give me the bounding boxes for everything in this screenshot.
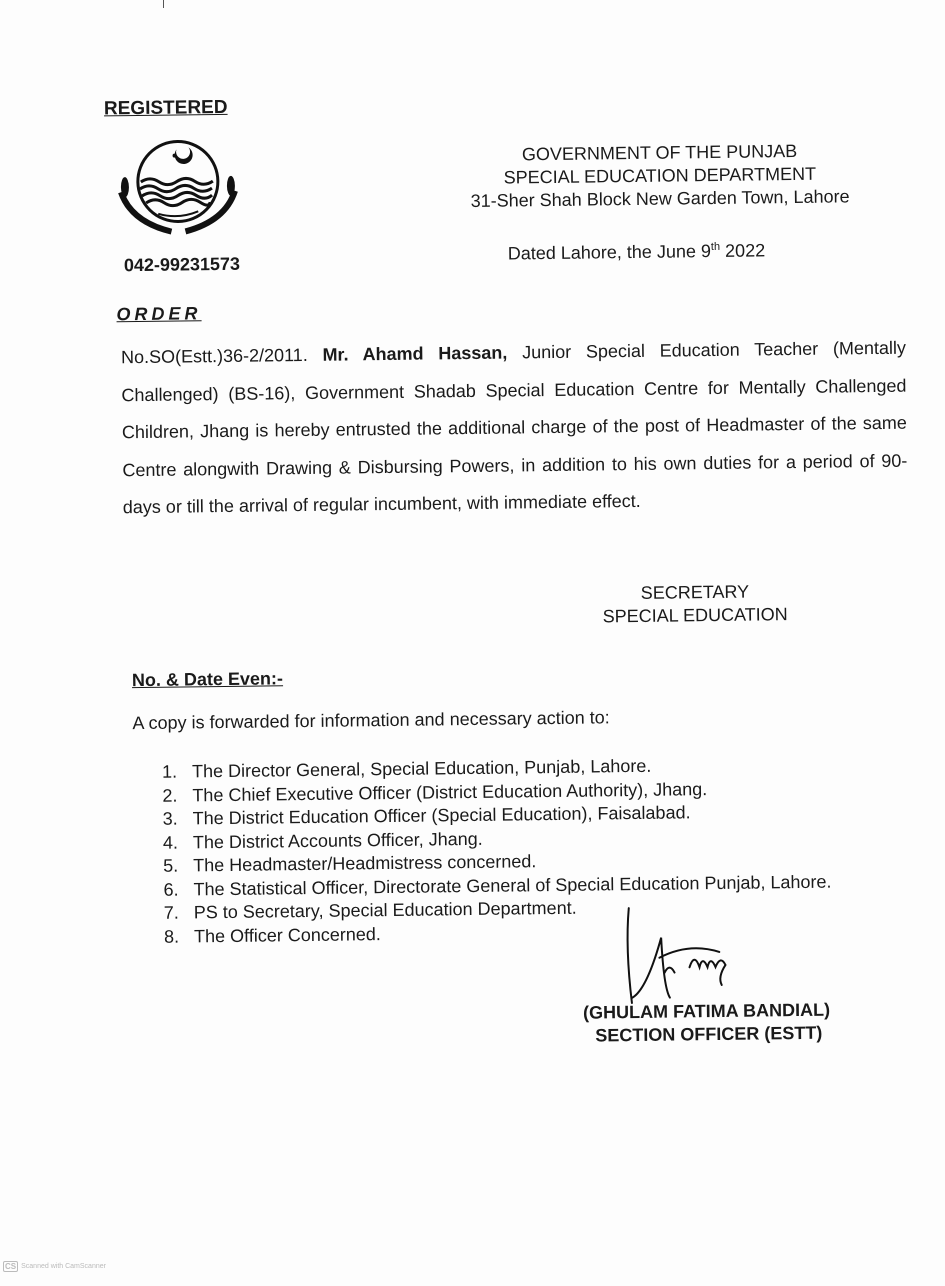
recipient: The Statistical Officer, Directorate General of Special Education Punjab, Lahore.: [193, 871, 832, 899]
header-government: GOVERNMENT OF THE PUNJAB: [521, 140, 798, 165]
camscanner-logo-icon: CS: [5, 1262, 17, 1271]
date-suffix: th: [710, 240, 721, 254]
camscanner-watermark: [3, 1261, 106, 1272]
recipient: The Headmaster/Headmistress concerned.: [193, 851, 537, 876]
order-paragraph: [121, 330, 908, 527]
order-body: Junior Special Education Teacher (Mentally Challenged) (BS-16), Government Shadab Special Education Centre for Mentally Challenged Children, Jhang is hereby entrusted the additional charge of the post of Headmaster of the same Centre alongwith Drawing & Disbursing Powers, in addition to his own duties for a period of 90-days or till the arrival of regular incumbent, with immediate effect.: [121, 337, 908, 518]
recipient: The District Accounts Officer, Jhang.: [192, 828, 483, 852]
recipient: The District Education Officer (Special Education), Faisalabad.: [192, 802, 691, 829]
recipient: PS to Secretary, Special Education Department.: [193, 897, 577, 923]
date-text: Dated Lahore, the June 9: [507, 241, 712, 264]
registered-label: REGISTERED: [103, 96, 228, 120]
signatory-designation: SECTION OFFICER (ESTT): [595, 1022, 823, 1046]
watermark-text: Scanned with CamScanner: [21, 1263, 106, 1270]
list-item: 4. The District Accounts Officer, Jhang.: [162, 828, 483, 853]
secretary-title: SECRETARY: [640, 581, 750, 603]
list-item: 7. PS to Secretary, Special Education Department.: [163, 897, 577, 923]
punjab-government-emblem-icon: [112, 131, 243, 243]
list-item: 8. The Officer Concerned.: [163, 923, 381, 947]
secretary-department: SPECIAL EDUCATION: [602, 604, 788, 627]
list-item: 1. The Director General, Special Education, Punjab, Lahore.: [161, 755, 652, 782]
no-date-even-heading: No. & Date Even:-: [131, 668, 284, 691]
copy-forwarded-text: A copy is forwarded for information and necessary action to:: [132, 707, 610, 734]
order-title: ORDER: [116, 303, 202, 325]
list-item: 5. The Headmaster/Headmistress concerned.: [163, 851, 537, 876]
order-reference: No.SO(Estt.)36-2/2011.: [120, 344, 308, 368]
list-item: 3. The District Education Officer (Special Education), Faisalabad.: [162, 802, 691, 829]
header-department: SPECIAL EDUCATION DEPARTMENT: [503, 163, 817, 188]
signatory-name: (GHULAM FATIMA BANDIAL): [582, 999, 831, 1023]
list-item: 2. The Chief Executive Officer (District Education Authority), Jhang.: [162, 778, 708, 806]
employee-name: Mr. Ahamd Hassan,: [322, 342, 508, 365]
recipient: The Officer Concerned.: [193, 923, 381, 946]
date-line: [508, 240, 766, 264]
recipient: The Director General, Special Education, Punjab, Lahore.: [191, 755, 652, 782]
handwritten-signature: [604, 901, 785, 1013]
date-year: 2022: [719, 240, 766, 261]
list-item: 6. The Statistical Officer, Directorate General of Special Education Punjab, Lahore.: [163, 871, 832, 900]
recipient: The Chief Executive Officer (District Education Authority), Jhang.: [192, 778, 708, 805]
phone-number: 042-99231573: [123, 253, 241, 276]
header-address: 31-Sher Shah Block New Garden Town, Lahore: [470, 186, 850, 211]
